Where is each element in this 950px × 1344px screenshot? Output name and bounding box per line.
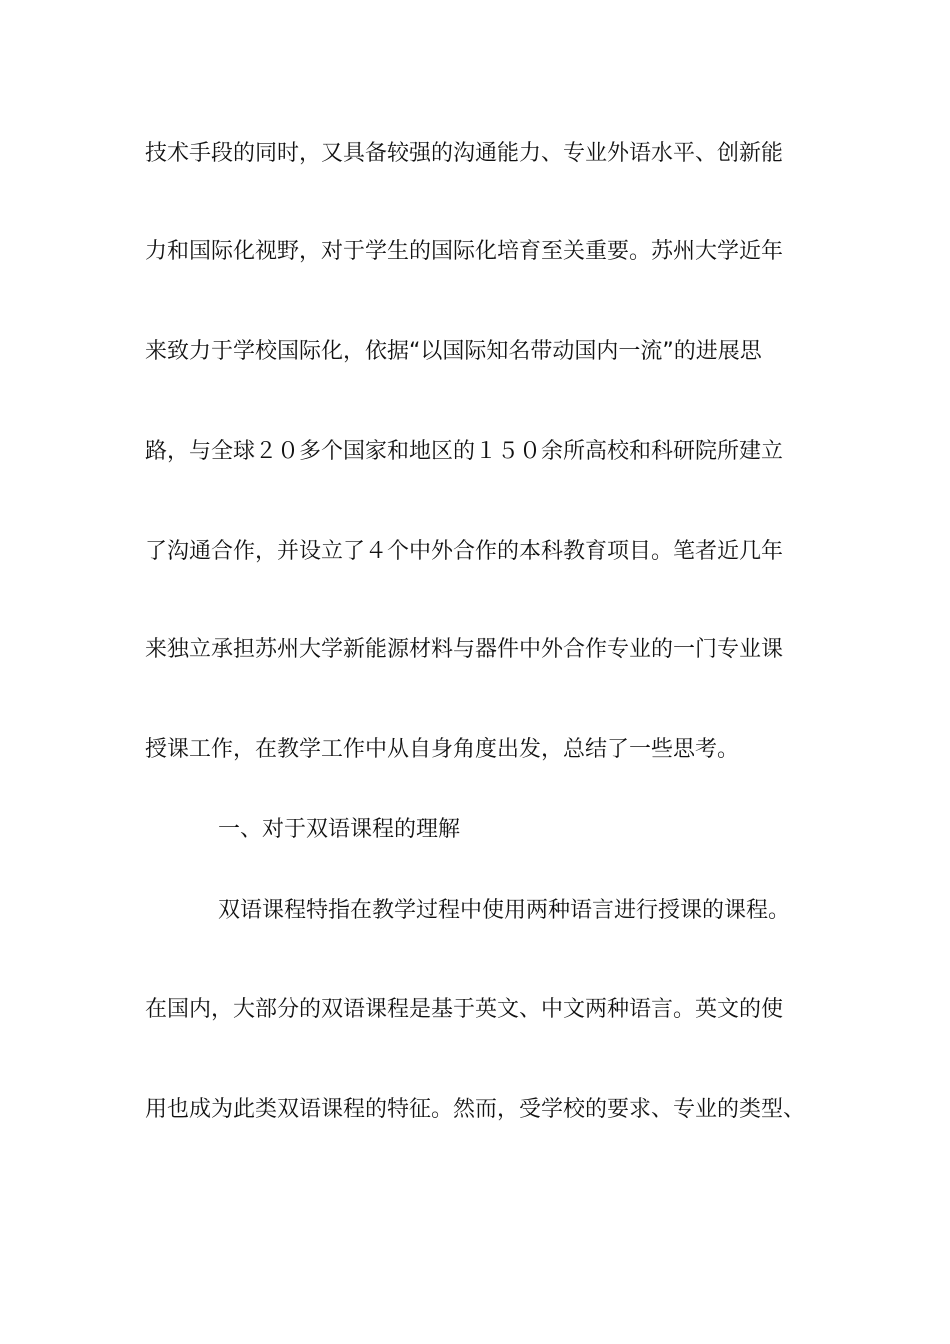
paragraph-line: 力和国际化视野，对于学生的国际化培育至关重要。苏州大学近年 xyxy=(145,239,784,264)
paragraph-line: 路，与全球２０多个国家和地区的１５０余所高校和科研院所建立 xyxy=(145,439,784,464)
paragraph-line: 双语课程特指在教学过程中使用两种语言进行授课的课程。 xyxy=(218,898,791,923)
paragraph-line: 在国内，大部分的双语课程是基于英文、中文两种语言。英文的使 xyxy=(145,997,784,1022)
paragraph-line: 技术手段的同时，又具备较强的沟通能力、专业外语水平、创新能 xyxy=(145,141,784,166)
paragraph-line: 来致力于学校国际化，依据“以国际知名带动国内一流”的进展思 xyxy=(145,339,762,364)
paragraph-line: 来独立承担苏州大学新能源材料与器件中外合作专业的一门专业课 xyxy=(145,637,784,662)
paragraph-line: 授课工作，在教学工作中从自身角度出发，总结了一些思考。 xyxy=(145,737,740,762)
paragraph-line: 用也成为此类双语课程的特征。然而，受学校的要求、专业的类型、 xyxy=(145,1097,806,1122)
paragraph-line: 了沟通合作，并设立了４个中外合作的本科教育项目。笔者近几年 xyxy=(145,539,784,564)
section-heading: 一、对于双语课程的理解 xyxy=(218,817,461,842)
